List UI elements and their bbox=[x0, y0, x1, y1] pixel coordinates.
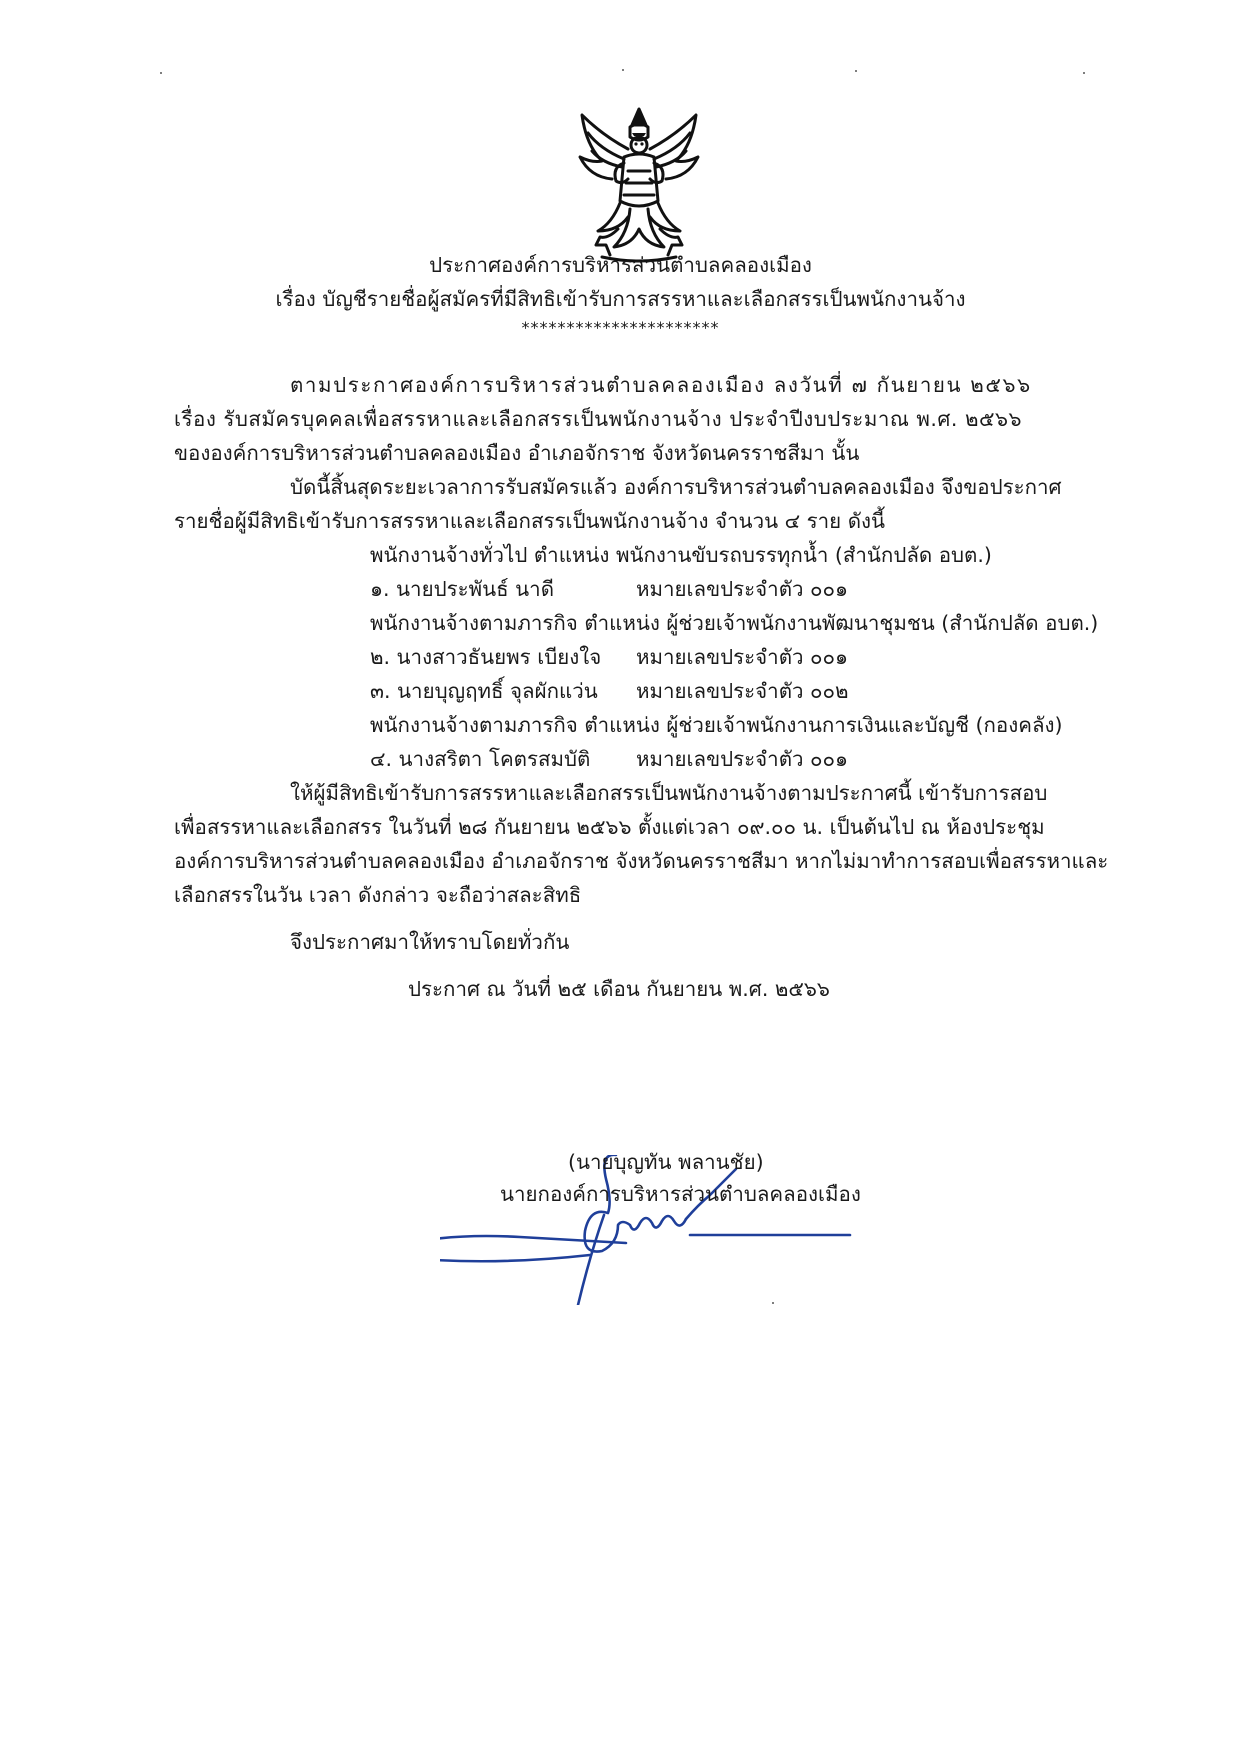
candidate-id-4: หมายเลขประจำตัว ๐๐๑ bbox=[636, 747, 849, 771]
candidate-name-1: ๑. นายประพันธ์ นาดี bbox=[370, 577, 555, 601]
position-heading-2: พนักงานจ้างตามภารกิจ ตำแหน่ง ผู้ช่วยเจ้าพนักงานพัฒนาชุมชน (สำนักปลัด อบต.) bbox=[370, 611, 1099, 635]
candidate-id-2: หมายเลขประจำตัว ๐๐๑ bbox=[636, 645, 849, 669]
signatory-title: นายกองค์การบริหารส่วนตำบลคลองเมือง bbox=[500, 1182, 861, 1206]
scan-speck bbox=[855, 70, 857, 72]
para1-line1: ตามประกาศองค์การบริหารส่วนตำบลคลองเมือง ลงวันที่ ๗ กันยายน ๒๕๖๖ bbox=[290, 373, 1032, 397]
candidate-name-4: ๔. นางสริตา โคตรสมบัติ bbox=[370, 747, 591, 771]
subject-line: เรื่อง บัญชีรายชื่อผู้สมัครที่มีสิทธิเข้ารับการสรรหาและเลือกสรรเป็นพนักงานจ้าง bbox=[275, 287, 966, 311]
candidate-id-1: หมายเลขประจำตัว ๐๐๑ bbox=[636, 577, 849, 601]
announcement-date: ประกาศ ณ วันที่ ๒๕ เดือน กันยายน พ.ศ. ๒๕๖๖ bbox=[408, 977, 830, 1001]
scan-speck bbox=[772, 1302, 774, 1304]
para2-line1: บัดนี้สิ้นสุดระยะเวลาการรับสมัครแล้ว องค์การบริหารส่วนตำบลคลองเมือง จึงขอประกาศ bbox=[290, 475, 1062, 499]
para1-line3: ขององค์การบริหารส่วนตำบลคลองเมือง อำเภอจักราช จังหวัดนครราชสีมา นั้น bbox=[174, 441, 860, 465]
para3-line4: เลือกสรรในวัน เวลา ดังกล่าว จะถือว่าสละสิทธิ bbox=[174, 883, 582, 907]
candidate-id-3: หมายเลขประจำตัว ๐๐๒ bbox=[636, 679, 849, 703]
scan-speck bbox=[160, 72, 162, 74]
garuda-emblem bbox=[572, 105, 707, 265]
scan-speck bbox=[1083, 72, 1085, 74]
para3-line2: เพื่อสรรหาและเลือกสรร ในวันที่ ๒๘ กันยายน ๒๕๖๖ ตั้งแต่เวลา ๐๙.๐๐ น. เป็นต้นไป ณ ห้องประชุม bbox=[174, 815, 1045, 839]
para3-line1: ให้ผู้มีสิทธิเข้ารับการสรรหาและเลือกสรรเป็นพนักงานจ้างตามประกาศนี้ เข้ารับการสอบ bbox=[290, 781, 1048, 805]
handwritten-signature bbox=[440, 1155, 960, 1305]
position-heading-1: พนักงานจ้างทั่วไป ตำแหน่ง พนักงานขับรถบรรทุกน้ำ (สำนักปลัด อบต.) bbox=[370, 543, 992, 567]
para2-line2: รายชื่อผู้มีสิทธิเข้ารับการสรรหาและเลือกสรรเป็นพนักงานจ้าง จำนวน ๔ ราย ดังนี้ bbox=[174, 509, 886, 533]
header-separator: ********************** bbox=[521, 318, 720, 337]
candidate-name-3: ๓. นายบุญฤทธิ์ จุลผักแว่น bbox=[370, 679, 598, 703]
position-heading-3: พนักงานจ้างตามภารกิจ ตำแหน่ง ผู้ช่วยเจ้าพนักงานการเงินและบัญชี (กองคลัง) bbox=[370, 713, 1063, 737]
scan-speck bbox=[622, 69, 624, 71]
closing-line: จึงประกาศมาให้ทราบโดยทั่วกัน bbox=[290, 930, 570, 954]
signatory-name: (นายบุญทัน พลานชัย) bbox=[568, 1150, 764, 1174]
candidate-name-2: ๒. นางสาวธันยพร เบียงใจ bbox=[370, 645, 602, 669]
para1-line2: เรื่อง รับสมัครบุคคลเพื่อสรรหาและเลือกสรรเป็นพนักงานจ้าง ประจำปีงบประมาณ พ.ศ. ๒๕๖๖ bbox=[174, 407, 1023, 431]
para3-line3: องค์การบริหารส่วนตำบลคลองเมือง อำเภอจักราช จังหวัดนครราชสีมา หากไม่มาทำการสอบเพื่อสรรหาและ bbox=[174, 849, 1109, 873]
issuer-line: ประกาศองค์การบริหารส่วนตำบลคลองเมือง bbox=[429, 253, 812, 277]
